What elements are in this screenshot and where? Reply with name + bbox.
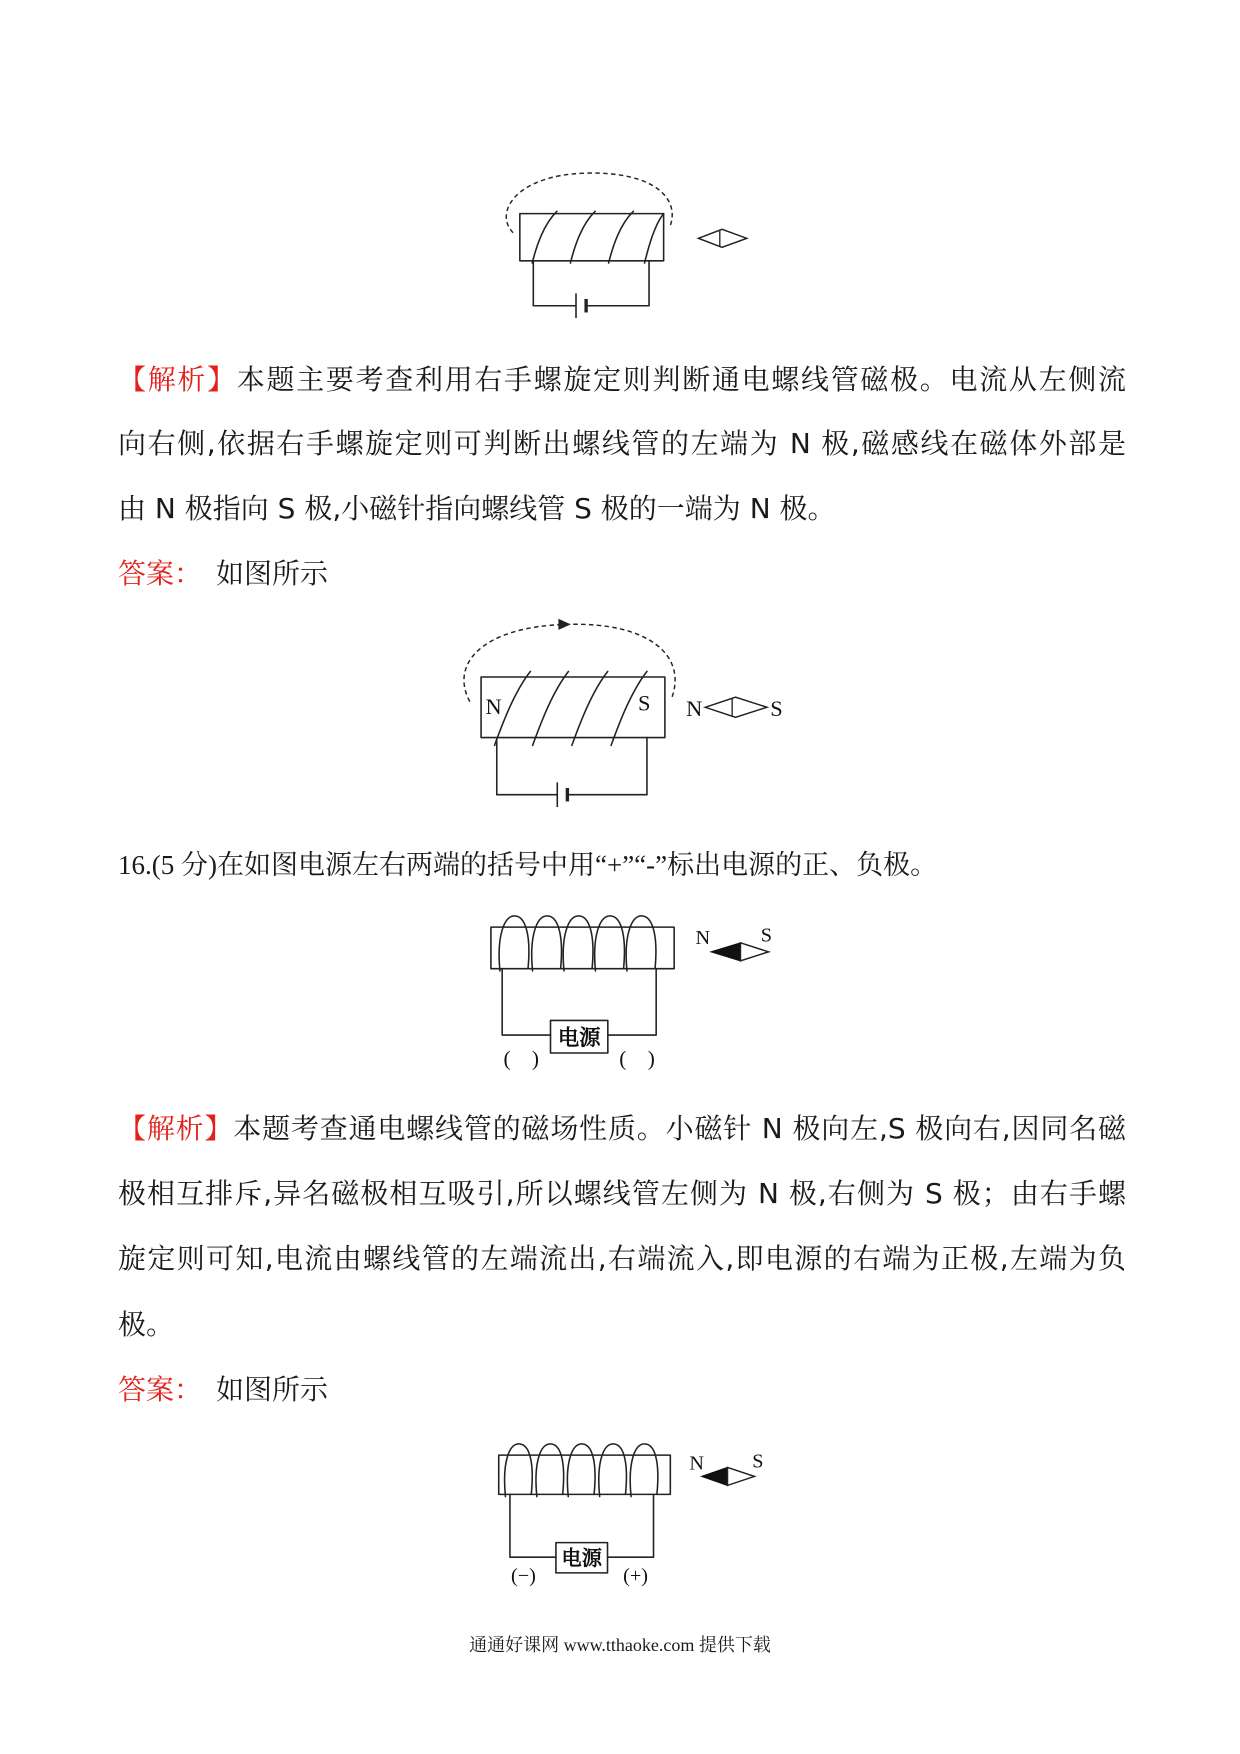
coil-turn xyxy=(533,671,569,745)
coil-turn xyxy=(572,671,608,745)
figure-3-question-diagram xyxy=(483,908,781,1071)
figure-4-answer-diagram xyxy=(492,1438,778,1590)
analysis-tag: 【解析】 xyxy=(118,1112,234,1145)
needle-south-label: S xyxy=(770,696,783,722)
coil-turn xyxy=(532,916,562,971)
compass-needle-icon xyxy=(702,1467,755,1485)
question-16: 16.(5 分)在如图电源左右两端的括号中用“+”“-”标出电源的正、负极。 xyxy=(118,850,938,880)
left-terminal-bracket: ( ) xyxy=(503,1046,540,1071)
right-terminal-bracket: ( ) xyxy=(619,1046,655,1071)
analysis-1-line-2: 向右侧,依据右手螺旋定则可判断出螺线管的左端为 N 极,磁感线在磁体外部是 xyxy=(118,427,1126,460)
coil-turn xyxy=(567,1444,595,1497)
coil-turn xyxy=(563,916,593,971)
analysis-text: 本题主要考查利用右手螺旋定则判断通电螺线管磁极。电流从左侧流 xyxy=(236,363,1126,396)
analysis-1-line-3: 由 N 极指向 S 极,小磁针指向螺线管 S 极的一端为 N 极。 xyxy=(118,492,836,525)
coil-turn xyxy=(532,211,557,263)
needle-south-label: S xyxy=(752,1450,764,1473)
magnetic-field-line xyxy=(506,173,672,233)
negative-terminal-label: (−) xyxy=(510,1564,536,1587)
analysis-tag: 【解析】 xyxy=(118,363,237,396)
solenoid-core xyxy=(491,927,674,969)
figure-1-solenoid-diagram xyxy=(494,163,758,326)
positive-terminal-label: (+) xyxy=(623,1564,648,1587)
analysis-2-line-4: 极。 xyxy=(118,1308,175,1341)
analysis-1-line-1 xyxy=(118,360,1126,400)
answer-2 xyxy=(118,1370,1126,1410)
coil-turn xyxy=(626,916,656,971)
needle-north-label: N xyxy=(689,1452,704,1475)
field-direction-arrow-icon xyxy=(558,619,570,630)
analysis-text: 本题考查通电螺线管的磁场性质。小磁针 N 极向左,S 极向右,因同名磁 xyxy=(233,1112,1126,1145)
coil-turn xyxy=(536,1444,564,1497)
answer-label: 答案： xyxy=(118,557,203,590)
coil-turn xyxy=(609,211,634,263)
circuit-wire xyxy=(502,969,656,1035)
solenoid-left-pole-label: N xyxy=(485,694,502,720)
analysis-2-line-1 xyxy=(118,1109,1126,1149)
coil-turn xyxy=(630,1444,658,1497)
solenoid-right-pole-label: S xyxy=(637,690,651,716)
coil-turn xyxy=(499,916,529,971)
coil-turn xyxy=(570,211,595,263)
coil-turn xyxy=(595,916,625,971)
needle-north-label: N xyxy=(686,696,703,722)
solenoid-core xyxy=(499,1455,671,1494)
power-supply-label: 电源 xyxy=(561,1546,602,1571)
coil-turn xyxy=(505,1444,533,1497)
page-footer: 通通好课网 www.tthaoke.com 提供下载 xyxy=(469,1635,771,1655)
answer-text: 如图所示 xyxy=(216,1373,329,1406)
answer-1 xyxy=(118,554,1126,594)
analysis-2-line-3: 旋定则可知,电流由螺线管的左端流出,右端流入,即电源的右端为正极,左端为负 xyxy=(118,1242,1126,1275)
answer-label: 答案： xyxy=(118,1373,203,1406)
coil-turn xyxy=(599,1444,627,1497)
analysis-2-line-2: 极相互排斥,异名磁极相互吸引,所以螺线管左侧为 N 极,右侧为 S 极；由右手螺 xyxy=(118,1177,1126,1210)
needle-north-label: N xyxy=(695,926,711,949)
power-supply-label: 电源 xyxy=(557,1026,601,1052)
figure-2-solenoid-answer-diagram xyxy=(447,612,792,816)
answer-text: 如图所示 xyxy=(216,557,329,590)
circuit-wire xyxy=(533,261,649,306)
needle-south-label: S xyxy=(760,924,772,947)
battery-icon xyxy=(576,293,586,318)
coil-turn xyxy=(645,214,664,263)
compass-needle-icon xyxy=(705,697,767,717)
battery-icon xyxy=(557,782,567,807)
compass-needle-icon xyxy=(698,229,746,247)
